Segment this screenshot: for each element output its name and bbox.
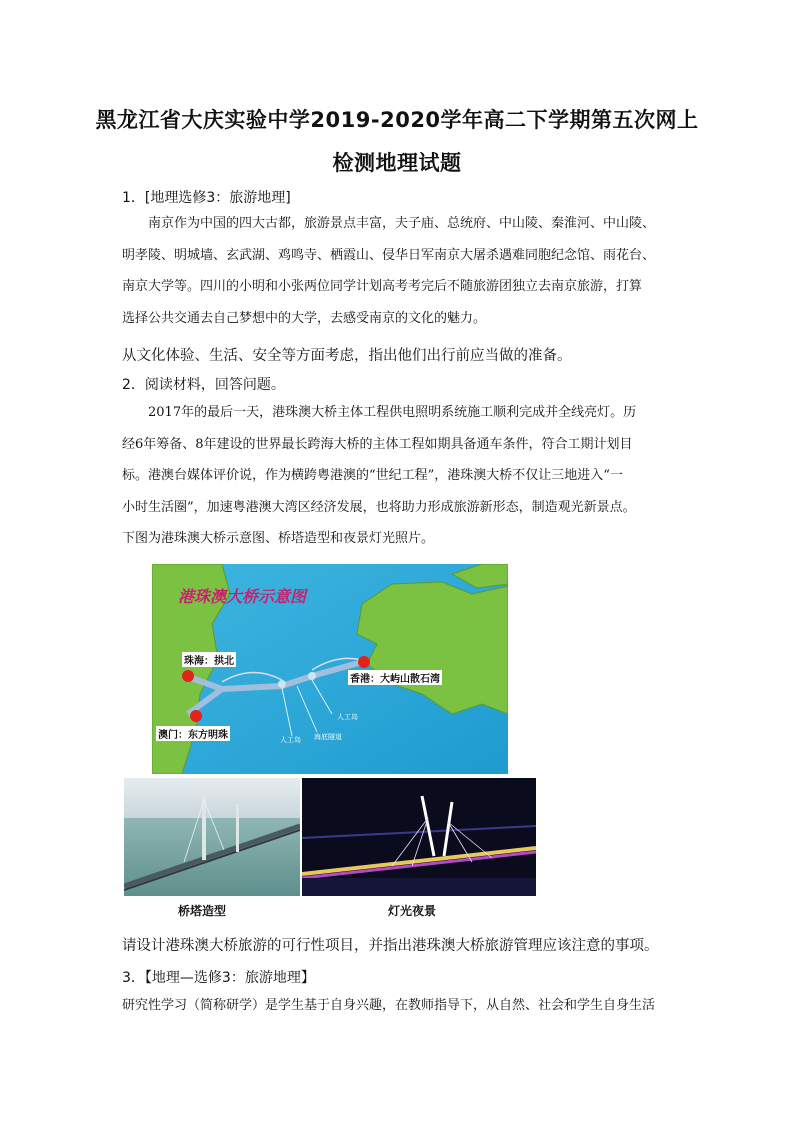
q1-line: 选择公共交通去自己梦想中的大学，去感受南京的文化的魅力。 — [122, 310, 487, 326]
caption-night: 灯光夜景 — [388, 904, 437, 918]
label-artificial-island-1: 人工岛 — [337, 713, 358, 721]
bridge-map-figure — [152, 564, 508, 774]
q2-line: 经6年筹备、8年建设的世界最长跨海大桥的主体工程如期具备通车条件，符合工期计划目 — [122, 436, 633, 452]
caption-tower: 桥塔造型 — [178, 904, 227, 918]
q1-heading: 1．[地理选修3：旅游地理] — [122, 190, 291, 206]
q3-passage — [122, 990, 682, 1022]
bridge-tower-photo — [124, 778, 300, 896]
q2-heading: 2．阅读材料，回答问题。 — [122, 377, 285, 393]
q2-line: 下图为港珠澳大桥示意图、桥塔造型和夜景灯光照片。 — [122, 531, 435, 546]
q1-passage — [122, 208, 682, 334]
q1-line: 南京作为中国的四大古都，旅游景点丰富，夫子庙、总统府、中山陵、秦淮河、中山陵、 — [148, 216, 656, 231]
page-title: 黑龙江省大庆实验中学2019-2020学年高二下学期第五次网上 — [95, 108, 699, 132]
q2-question: 请设计港珠澳大桥旅游的可行性项目，并指出港珠澳大桥旅游管理应该注意的事项。 — [122, 938, 659, 954]
label-macau: 澳门：东方明珠 — [156, 726, 230, 741]
q1-question: 从文化体验、生活、安全等方面考虑，指出他们出行前应当做的准备。 — [122, 348, 572, 364]
label-artificial-island-2: 人工岛 — [280, 736, 301, 744]
q1-line: 明孝陵、明城墙、玄武湖、鸡鸣寺、栖霞山、侵华日军南京大屠杀遇难同胞纪念馆、雨花台、 — [122, 247, 656, 263]
q3-line: 研究性学习（简称研学）是学生基于自身兴趣，在教师指导下，从自然、社会和学生自身生活 — [122, 998, 656, 1013]
label-hongkong: 香港：大屿山散石湾 — [348, 670, 442, 685]
q1-line: 南京大学等。四川的小明和小张两位同学计划高考考完后不随旅游团独立去南京旅游，打算 — [122, 279, 643, 294]
q3-heading: 3．【地理—选修3：旅游地理】 — [122, 970, 315, 986]
label-zhuhai: 珠海：拱北 — [182, 652, 236, 667]
map-title: 港珠澳大桥示意图 — [178, 587, 307, 606]
q2-line: 2017年的最后一天，港珠澳大桥主体工程供电照明系统施工顺利完成并全线亮灯。历 — [148, 405, 637, 420]
q2-line: 小时生活圈”，加速粤港澳大湾区经济发展，也将助力形成旅游新形态，制造观光新景点。 — [122, 499, 636, 515]
night-lights-photo — [302, 778, 536, 896]
label-undersea-tunnel: 海底隧道 — [314, 733, 342, 741]
q2-passage — [122, 397, 682, 555]
q2-line: 标。港澳台媒体评价说，作为横跨粤港澳的“世纪工程”，港珠澳大桥不仅让三地进入“一 — [122, 468, 623, 483]
page-subtitle: 检测地理试题 — [332, 151, 462, 175]
